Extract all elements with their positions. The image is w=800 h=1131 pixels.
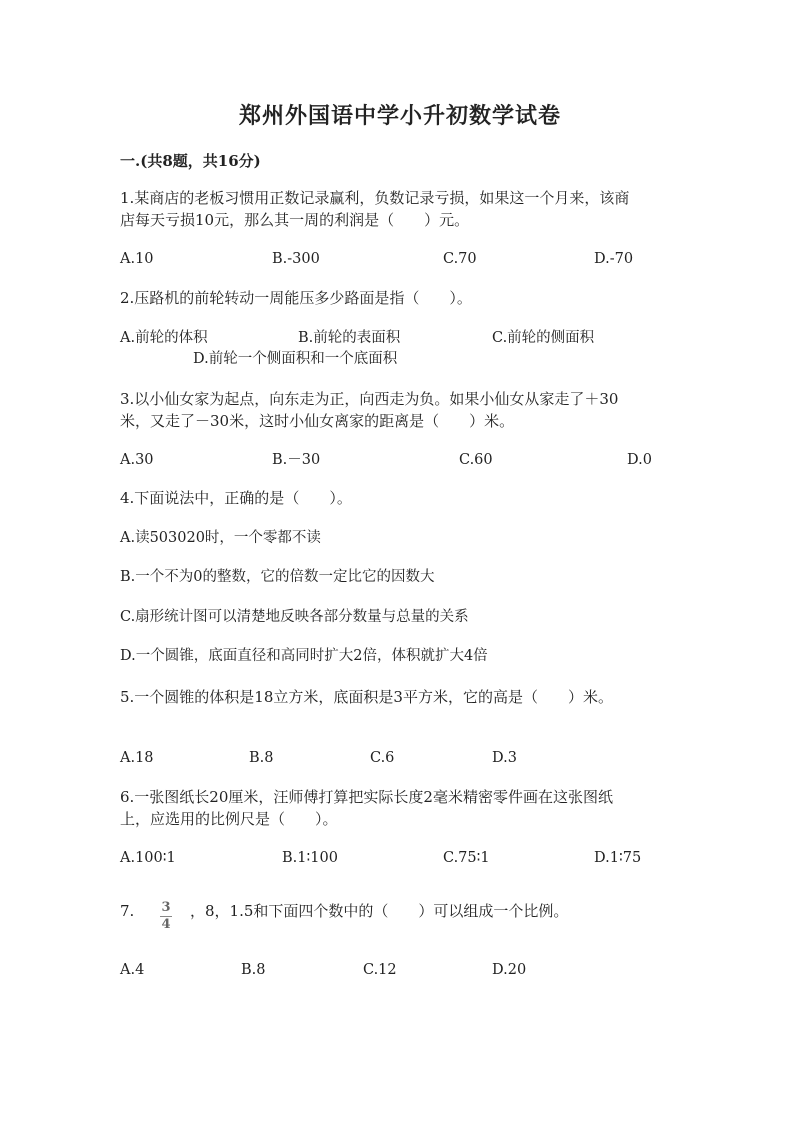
question-4-option-c: C.扇形统计图可以清楚地反映各部分数量与总量的关系 [120,609,469,625]
fraction-numerator: 3 [161,900,171,915]
question-6-option-c: C.75∶1 [443,850,490,866]
question-3-line-2: 米，又走了－30米，这时小仙女离家的距离是（ ）米。 [120,412,515,430]
question-5-line-1: 5.一个圆锥的体积是18立方米，底面积是3平方米，它的高是（ ）米。 [120,688,613,706]
question-2-option-c: C.前轮的侧面积 [492,330,595,346]
question-7-option-d: D.20 [492,962,527,978]
question-1-option-b: B.-300 [272,251,320,267]
question-6-option-d: D.1∶75 [594,850,642,866]
question-4-line-1: 4.下面说法中，正确的是（ ）。 [120,489,352,507]
question-5-option-c: C.6 [370,750,395,766]
question-3-line-1: 3.以小仙女家为起点，向东走为正，向西走为负。如果小仙女从家走了＋30 [120,390,619,408]
question-5-option-d: D.3 [492,750,517,766]
question-4-option-b: B.一个不为0的整数，它的倍数一定比它的因数大 [120,569,435,585]
section-heading: 一.(共8题，共16分) [120,152,261,170]
page-title: 郑州外国语中学小升初数学试卷 [238,103,561,129]
question-1-option-a: A.10 [120,251,154,267]
question-2-option-b: B.前轮的表面积 [298,330,401,346]
question-5-option-b: B.8 [249,750,274,766]
question-7-option-b: B.8 [241,962,266,978]
question-6-option-b: B.1∶100 [282,850,338,866]
question-2-line-1: 2.压路机的前轮转动一周能压多少路面是指（ ）。 [120,289,472,307]
question-3-option-d: D.0 [627,452,652,468]
question-7-text: ，8，1.5和下面四个数中的（ ）可以组成一个比例。 [190,902,569,920]
question-3-option-c: C.60 [459,452,493,468]
question-7-number: 7. [120,902,135,920]
question-2-option-a: A.前轮的体积 [120,330,208,346]
question-2-option-d: D.前轮一个侧面积和一个底面积 [193,351,398,367]
question-4-option-d: D.一个圆锥，底面直径和高同时扩大2倍，体积就扩大4倍 [120,648,488,664]
question-1-option-d: D.-70 [594,251,634,267]
question-4-option-a: A.读503020时，一个零都不读 [120,530,321,546]
question-7-option-c: C.12 [363,962,397,978]
question-6-option-a: A.100∶1 [120,850,176,866]
question-3-option-a: A.30 [120,452,154,468]
question-7-option-a: A.4 [120,962,145,978]
question-1-option-c: C.70 [443,251,477,267]
question-7-fraction [160,896,172,932]
question-6-line-1: 6.一张图纸长20厘米，汪师傅打算把实际长度2毫米精密零件画在这张图纸 [120,788,613,806]
fraction-denominator: 4 [161,917,171,932]
question-1-line-1: 1.某商店的老板习惯用正数记录赢利，负数记录亏损，如果这一个月来，该商 [120,189,630,207]
question-3-option-b: B.－30 [272,452,321,468]
question-6-line-2: 上，应选用的比例尺是（ ）。 [120,810,338,828]
question-1-line-2: 店每天亏损10元，那么其一周的利润是（ ）元。 [120,211,470,229]
question-5-option-a: A.18 [120,750,154,766]
